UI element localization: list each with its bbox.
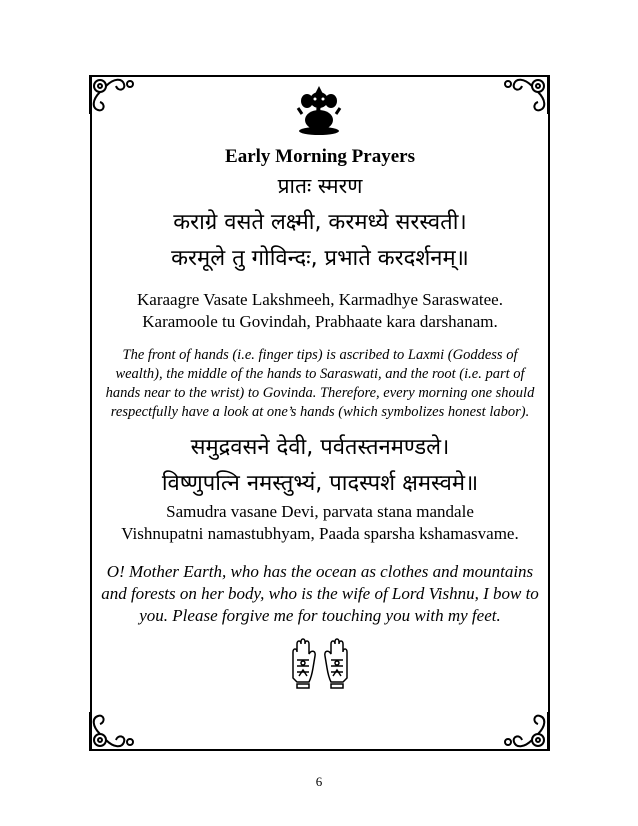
transliteration-line: Karamoole tu Govindah, Prabhaate kara darshanam. xyxy=(142,312,498,331)
corner-swirl-icon xyxy=(84,706,144,756)
transliteration-line: Vishnupatni namastubhyam, Paada sparsha kshamasvame. xyxy=(121,524,519,543)
meaning-line: and forests on her body, who is the wife of Lord Vishnu, I bow to xyxy=(101,584,539,603)
ganesha-icon xyxy=(294,84,344,136)
page-number: 6 xyxy=(315,774,323,789)
meaning-line: you. Please forgive me for touching you with my feet. xyxy=(139,606,501,625)
meaning-line: wealth), the middle of the hands to Saraswati, and the root (i.e. part of xyxy=(115,366,525,382)
sanskrit-line: विष्णुपत्नि नमस्तुभ्यं, पादस्पर्श क्षमस्वमे॥ xyxy=(161,471,479,496)
page-title: Early Morning Prayers xyxy=(225,146,415,167)
corner-swirl-icon xyxy=(494,706,554,756)
prayer2-meaning xyxy=(92,561,548,627)
prayer1-transliteration xyxy=(90,289,550,333)
prayer1-sanskrit xyxy=(90,205,550,277)
meaning-line: The front of hands (i.e. finger tips) is ascribed to Laxmi (Goddess of xyxy=(122,347,518,363)
transliteration-line: Karaagre Vasate Lakshmeeh, Karmadhye Saraswatee. xyxy=(137,290,503,309)
meaning-line: hands near to the wrist) to Govinda. Therefore, every morning one should xyxy=(105,385,535,401)
prayer2-sanskrit xyxy=(90,430,550,502)
henna-hands-icon xyxy=(289,638,351,690)
sanskrit-line: कराग्रे वसते लक्ष्मी, करमध्ये सरस्वती। xyxy=(173,210,467,235)
prayer1-meaning xyxy=(92,346,548,422)
meaning-line: O! Mother Earth, who has the ocean as clothes and mountains xyxy=(106,562,534,581)
meaning-line: respectfully have a look at one’s hands (which symbolizes honest labor). xyxy=(110,404,530,420)
sanskrit-line: समुद्रवसने देवी, पर्वतस्तनमण्डले। xyxy=(190,435,450,460)
corner-swirl-icon xyxy=(494,70,554,120)
page-title-devanagari: प्रातः स्मरण xyxy=(277,174,363,198)
corner-swirl-icon xyxy=(84,70,144,120)
sanskrit-line: करमूले तु गोविन्दः, प्रभाते करदर्शनम्॥ xyxy=(171,246,469,271)
transliteration-line: Samudra vasane Devi, parvata stana mandale xyxy=(166,502,474,521)
prayer2-transliteration xyxy=(90,501,550,545)
